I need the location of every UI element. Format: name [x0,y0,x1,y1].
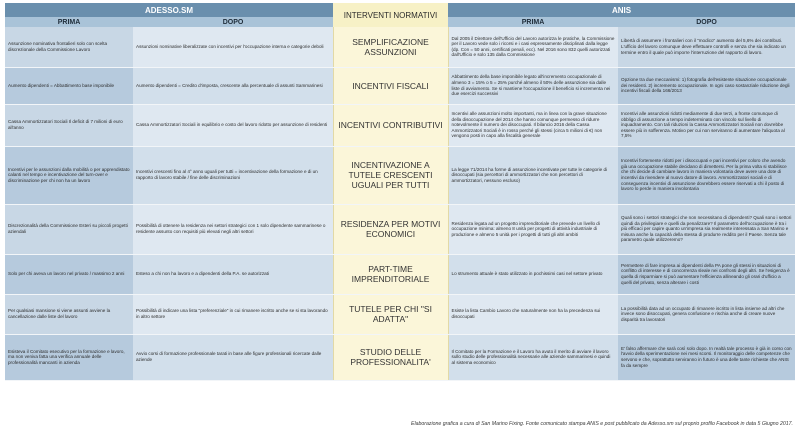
anis-prima-cell: Residenza legata ad un progetto imprenditoriale che prevede un livello di occupazione minima: almeno 8 unità per progetti di attività industriale di produzione e almeno 5 unità per i progetti di tutti gli altri ambiti [448,204,618,254]
adesso-dopo-cell: Possibilità di ottenere la residenza nei settori strategici con 1 solo dipendente sammarinese o residente assunto con requisiti più elevati negli altri settori [133,204,333,254]
anis-dopo-header: DOPO [618,17,795,27]
topic-label: STUDIO DELLE PROFESSIONALITA' [333,334,448,380]
adesso-prima-cell: Discrezionalità della Commissione Esteri su piccoli progetti aziendali [5,204,133,254]
source-footnote: Elaborazione grafica a cura di San Marino Fixing. Fonte comunicato stampa ANIS e post pubblicato da Adesso.sm sul proprio profilo Facebook in data 5 Giugno 2017. [411,421,793,427]
adesso-brand: ADESSO.SM [5,3,333,17]
topic-label: SEMPLIFICAZIONE ASSUNZIONI [333,27,448,67]
topic-label: RESIDENZA PER MOTIVI ECONOMICI [333,204,448,254]
adesso-dopo-cell: Avvio corsi di formazione professionale tarati in base alle figure professionali ricercate dalle aziende [133,334,333,380]
center-title: INTERVENTI NORMATIVI [333,3,448,27]
adesso-dopo-cell: Possibilità di indicare una lista "preferenziale" in cui rimanere iscritto anche se si sta lavorando in altro settore [133,294,333,334]
anis-dopo-cell: La possibilità data ad un occupato di rimanere iscritto in lista insieme ad altri che invece sono disoccupati, genera confusione e rischia anche di creare nuove disparità tra lavoratori [618,294,795,334]
adesso-dopo-cell: Cassa Ammortizzatori Sociali in equilibrio e costo del lavoro ridotto per assunzione di residenti [133,104,333,146]
anis-prima-header: PRIMA [448,17,618,27]
adesso-dopo-cell: Assunzioni nominative liberalizzate con incentivi per l'occupazione interna e categorie deboli [133,27,333,67]
anis-dopo-cell: Quali sono i settori strategici che non necessitano di dipendenti? Quali sono i settori quindi da privilegiare e quelli da penalizzare? Il parametro dell'occupazione è tra i più efficaci per capire quanto un'impresa sia realmente interessata a San Marino e misura anche la capacità della stessa di produrre reddito per il Paese. Senza tale parametro quale utilizzeremo? [618,204,795,254]
table-row [5,334,795,380]
adesso-prima-cell: Per qualsiasi mansione si viene assunti avviene la cancellazione dalle liste del lavoro [5,294,133,334]
table-row [5,67,795,104]
adesso-dopo-header: DOPO [133,17,333,27]
anis-dopo-cell: Libertà di assumere i frontalieri con il "modico" aumento del 5,6% dei contributi. L'ufficio del lavoro comunque deve effettuare controlli e senza che sia indicato un termine entro il quale può imporre l'interruzione del rapporto di lavoro. [618,27,795,67]
anis-prima-cell: La legge 71/2014 ha forme di assunzione incentivate per tutte le categorie di disoccupati (sia percettori di ammortizzatori che non percettori di ammortizzatori, nessuno escluso) [448,146,618,204]
table-row [5,146,795,204]
comparison-table [5,3,795,381]
table-row [5,204,795,254]
anis-dopo-cell: Incentivi fortemente ridotti per i disoccupati e pari incentivi per coloro che avendo già una occupazione stabile decidano di dimettersi. Per la prima volta si stabilisce che chi decide di cambiare lavoro in maniera volontaria deve avere una dote di incentivi da rivendere al nuovo datore di lavoro. Ammortizzatori sociali e di conseguenza incentivi di assunzione dovrebbero essere riservati a chi il posto di lavoro lo perde in maniera involontaria [618,146,795,204]
anis-prima-cell: Abbattimento della base imponibile legato all'incremento occupazionale di almeno 3 = 15% o 5 = 25% purché almeno il 50% delle assunzione sia dalle liste di avviamento. Se si mantiene l'occupazione il beneficio si incrementa nei due esercizi successivi [448,67,618,104]
adesso-prima-cell: Assunzione nominativa frontalieri solo con scelta discrezionale della Commissione Lavoro [5,27,133,67]
topic-label: INCENTIVI FISCALI [333,67,448,104]
anis-prima-cell: Il Comitato per la Formazione e il Lavoro ha avuto il merito di avviare il lavoro sullo studio delle professionalità necessarie alle aziende sammarinesi e quindi al sistema economico [448,334,618,380]
table-row [5,27,795,67]
adesso-dopo-cell: Incentivi crescenti fino al 4° anno uguali per tutti = incentivazione della formazione e di un rapporto di lavoro stabile / fine delle discriminazioni [133,146,333,204]
anis-prima-cell: Incentivi alle assunzioni molto importanti, ma in linea con la grave situazione della disoccupazione del 2014 che hanno comunque permesso di ridurre notevolmente il numero dei disoccupati. Il bilancio 2016 della Cassa Ammortizzatori Sociali è in rosso perché gli stessi (circa 5 milioni di €) non vengono posti in capo alla fiscalità generale [448,104,618,146]
adesso-prima-cell: Aumento dipendenti = Abbattimento base imponibile [5,67,133,104]
table-row [5,294,795,334]
adesso-prima-header: PRIMA [5,17,133,27]
adesso-prima-cell: Incentivi per le assunzioni dalla mobilità o per apprendistato calanti nel tempo e incentivazione del turn-over e discriminazione per chi non ha un lavoro [5,146,133,204]
anis-brand: ANIS [448,3,795,17]
adesso-prima-cell: Solo per chi aveva un lavoro nel privato / massimo 2 anni [5,254,133,294]
adesso-prima-cell: Cassa Ammortizzatori Sociali Il deficit di 7 milioni di euro all'anno [5,104,133,146]
topic-label: TUTELE PER CHI "SI ADATTA" [333,294,448,334]
anis-dopo-cell: Incentivi alle assunzioni ridotti mediamente di due terzi, a fronte comunque di obbligo di assunzione a tempo indeterminato con vincolo sul livello di inquadramento. Con tali riduzioni la Cassa Ammortizzatori Sociali non dovrebbe essere più in sofferenza. Motivo per cui non serviranno di aumentare l'aliquota al 7,5% [618,104,795,146]
adesso-dopo-cell: Esteso a chi non ha lavoro e a dipendenti della P.A. se autorizzati [133,254,333,294]
anis-prima-cell: Esiste la lista Cambio Lavoro che naturalmente non ha la precedenza sui disoccupati [448,294,618,334]
adesso-dopo-cell: Aumento dipendenti = Credito d'imposta, crescente alla percentuale di assunti Sammarinesi [133,67,333,104]
table-row [5,104,795,146]
anis-prima-cell: Lo strumento attuale è stato utilizzato in pochissimi casi nel settore privato [448,254,618,294]
anis-prima-cell: Dal 2005 il Direttore dell'Ufficio del Lavoro autorizza le pratiche, la Commissione per il Lavoro vede solo i ricorsi e i casi espressamente disciplinati dalla legge (dp. Con = 50 anni, certificati penali, ecc). Nel 2016 sono 832 quelli autorizzati dall'Ufficio e solo 135 dalla Commissione [448,27,618,67]
anis-dopo-cell: Permettere di fare impresa ai dipendenti della PA pone gli stessi in situazioni di conflitto di interesse e di concorrenza sleale nei confronti degli altri. Se l'esigenza è quella di risparmiare si può aumentare l'efficienza allineando gli orari d'ufficio a quelli del privato, senza alterare i costi [618,254,795,294]
adesso-prima-cell: Esisteva il Comitato esecutivo per la formazione e lavoro, ma non veniva fatta una verifica annuale delle professionalità mancanti in azienda [5,334,133,380]
topic-label: INCENTIVAZIONE A TUTELE CRESCENTI UGUALI PER TUTTI [333,146,448,204]
topic-label: PART-TIME IMPRENDITORIALE [333,254,448,294]
topic-label: INCENTIVI CONTRIBUTIVI [333,104,448,146]
anis-dopo-cell: E' falso affermare che sarà così solo dopo. In realtà tale processo è già in corso con l'avvio della sperimentazione nei mesi scorsi. Il monitoraggio delle competenze che servono e che, soprattutto serviranno in futuro è una delle tante richieste che ANIS fa da sempre [618,334,795,380]
anis-dopo-cell: Opzione tra due meccanismi: 1) fotografia dell'esistente situazione occupazionale dei residenti. 2) incremento occupazionale. In ogni caso sostanziale riduzione degli incentivi fiscali della 166/2013 [618,67,795,104]
table-row [5,254,795,294]
